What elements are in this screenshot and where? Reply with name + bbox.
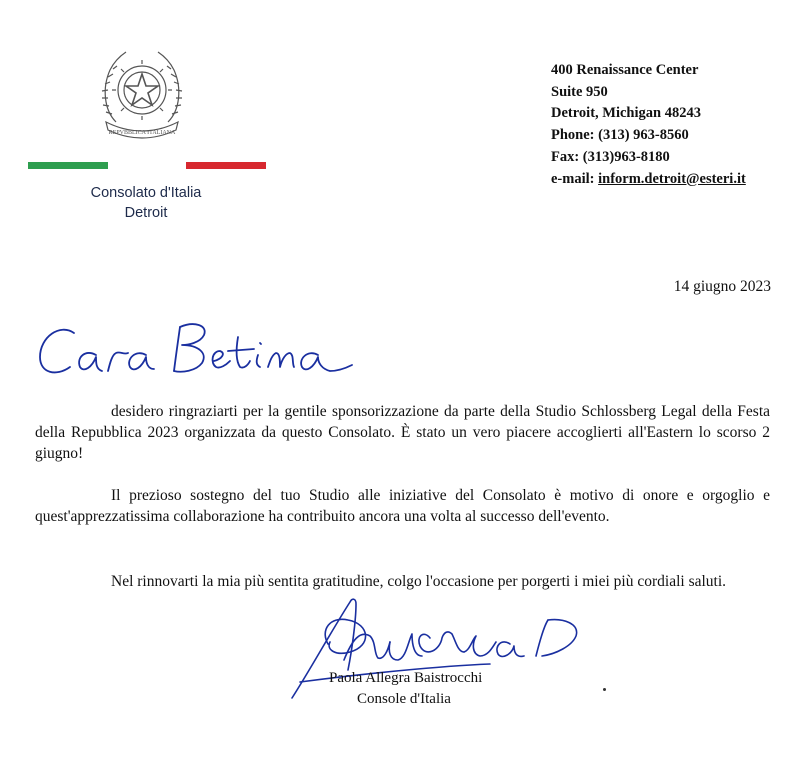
signer-title: Console d'Italia <box>357 691 451 707</box>
letter-paragraph-1 <box>35 401 770 464</box>
email-link[interactable]: inform.detroit@esteri.it <box>598 170 746 187</box>
address-line1: 400 Renaissance Center <box>551 62 699 78</box>
address-line3: Detroit, Michigan 48243 <box>551 105 701 122</box>
flag-stripe-red <box>186 162 266 169</box>
paragraph-text: Il prezioso sostegno del tuo Studio alle iniziative del Consolato è motivo di onore e orgoglio e quest'apprezzatissima collaborazione ha contribuito ancora una volta al successo dell'evento. <box>35 487 770 525</box>
address-phone: Phone: (313) 963-8560 <box>551 127 689 144</box>
letter-paragraph-2 <box>35 485 770 527</box>
address-fax: Fax: (313)963-8180 <box>551 148 670 165</box>
signer-block <box>329 668 482 710</box>
consulate-header <box>64 183 228 223</box>
consulate-city: Detroit <box>124 205 168 221</box>
letter-date: 14 giugno 2023 <box>673 278 771 295</box>
ink-dot <box>603 688 606 691</box>
signer-name: Paola Allegra Baistrocchi <box>329 670 483 686</box>
consulate-name: Consolato d'Italia <box>90 185 202 201</box>
handwritten-greeting <box>30 305 360 395</box>
letter-paragraph-3 <box>35 571 770 592</box>
email-label: e-mail: <box>551 170 599 187</box>
paragraph-text: desidero ringraziarti per la gentile sponsorizzazione da parte della Studio Schlossberg Legal della Festa della Repubblica 2023 organizzata da questo Consolato. È stato un vero piacere accoglierti all'Eastern lo scorso 2 giugno! <box>35 403 770 462</box>
address-line2: Suite 950 <box>551 83 608 100</box>
italian-republic-emblem-icon <box>96 44 188 144</box>
paragraph-text: Nel rinnovarti la mia più sentita gratitudine, colgo l'occasione per porgerti i miei più cordiali saluti. <box>111 573 727 590</box>
address-email-row <box>551 169 746 191</box>
flag-stripe-green <box>28 162 108 169</box>
svg-text:REPVBBLICA ITALIANA: REPVBBLICA ITALIANA <box>108 130 176 136</box>
address-block <box>551 60 746 190</box>
